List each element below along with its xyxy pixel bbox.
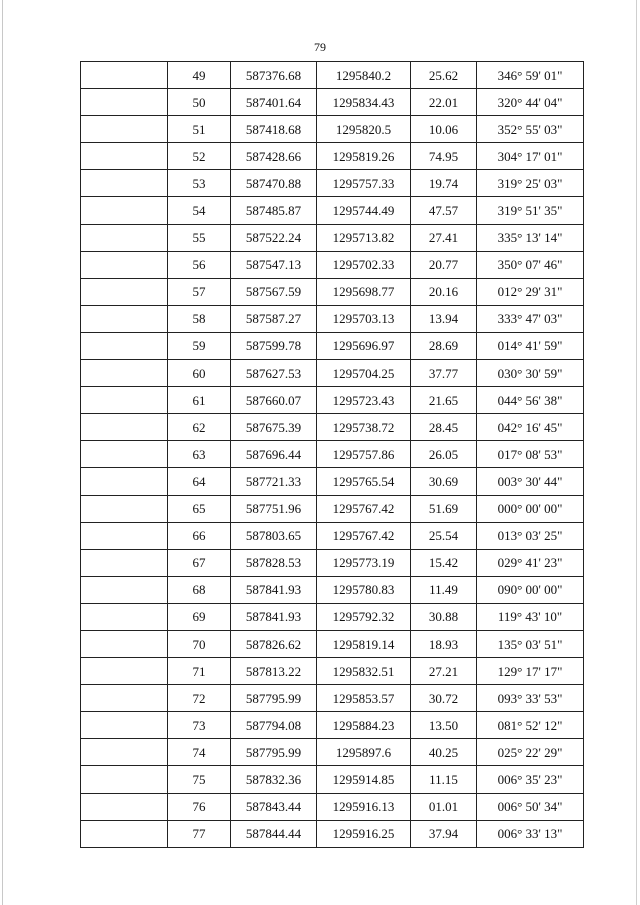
table-row (81, 441, 584, 468)
distance-cell: 28.45 (411, 414, 477, 441)
blank-cell (81, 441, 168, 468)
point-number-cell: 75 (168, 766, 231, 793)
easting-cell: 587660.07 (231, 387, 317, 414)
easting-cell: 587485.87 (231, 197, 317, 224)
easting-cell: 587599.78 (231, 332, 317, 359)
table-row (81, 89, 584, 116)
distance-cell: 13.94 (411, 305, 477, 332)
point-number-cell: 67 (168, 549, 231, 576)
easting-cell: 587721.33 (231, 468, 317, 495)
point-number-cell: 60 (168, 360, 231, 387)
table-row (81, 630, 584, 657)
distance-cell: 26.05 (411, 441, 477, 468)
easting-cell: 587522.24 (231, 224, 317, 251)
distance-cell: 27.21 (411, 658, 477, 685)
point-number-cell: 59 (168, 332, 231, 359)
distance-cell: 19.74 (411, 170, 477, 197)
point-number-cell: 74 (168, 739, 231, 766)
northing-cell: 1295757.86 (317, 441, 411, 468)
blank-cell (81, 630, 168, 657)
easting-cell: 587587.27 (231, 305, 317, 332)
distance-cell: 10.06 (411, 116, 477, 143)
bearing-cell: 304° 17' 01" (477, 143, 584, 170)
table-row (81, 170, 584, 197)
point-number-cell: 52 (168, 143, 231, 170)
northing-cell: 1295853.57 (317, 685, 411, 712)
distance-cell: 25.54 (411, 522, 477, 549)
northing-cell: 1295780.83 (317, 576, 411, 603)
bearing-cell: 135° 03' 51" (477, 630, 584, 657)
easting-cell: 587803.65 (231, 522, 317, 549)
point-number-cell: 72 (168, 685, 231, 712)
northing-cell: 1295704.25 (317, 360, 411, 387)
bearing-cell: 119° 43' 10" (477, 603, 584, 630)
bearing-cell: 352° 55' 03" (477, 116, 584, 143)
blank-cell (81, 793, 168, 820)
table-row (81, 360, 584, 387)
distance-cell: 40.25 (411, 739, 477, 766)
distance-cell: 21.65 (411, 387, 477, 414)
easting-cell: 587418.68 (231, 116, 317, 143)
table-row (81, 658, 584, 685)
point-number-cell: 57 (168, 278, 231, 305)
blank-cell (81, 522, 168, 549)
bearing-cell: 320° 44' 04" (477, 89, 584, 116)
bearing-cell: 350° 07' 46" (477, 251, 584, 278)
table-row (81, 278, 584, 305)
distance-cell: 37.77 (411, 360, 477, 387)
bearing-cell: 042° 16' 45" (477, 414, 584, 441)
distance-cell: 27.41 (411, 224, 477, 251)
northing-cell: 1295767.42 (317, 522, 411, 549)
blank-cell (81, 766, 168, 793)
distance-cell: 22.01 (411, 89, 477, 116)
easting-cell: 587567.59 (231, 278, 317, 305)
northing-cell: 1295703.13 (317, 305, 411, 332)
point-number-cell: 62 (168, 414, 231, 441)
blank-cell (81, 170, 168, 197)
distance-cell: 20.77 (411, 251, 477, 278)
bearing-cell: 333° 47' 03" (477, 305, 584, 332)
point-number-cell: 63 (168, 441, 231, 468)
table-row (81, 143, 584, 170)
point-number-cell: 61 (168, 387, 231, 414)
table-row (81, 793, 584, 820)
distance-cell: 37.94 (411, 820, 477, 847)
northing-cell: 1295702.33 (317, 251, 411, 278)
easting-cell: 587751.96 (231, 495, 317, 522)
bearing-cell: 014° 41' 59" (477, 332, 584, 359)
table-row (81, 495, 584, 522)
easting-cell: 587470.88 (231, 170, 317, 197)
blank-cell (81, 305, 168, 332)
bearing-cell: 129° 17' 17" (477, 658, 584, 685)
bearing-cell: 044° 56' 38" (477, 387, 584, 414)
northing-cell: 1295773.19 (317, 549, 411, 576)
point-number-cell: 49 (168, 62, 231, 89)
table-row (81, 685, 584, 712)
northing-cell: 1295765.54 (317, 468, 411, 495)
table-row (81, 603, 584, 630)
distance-cell: 18.93 (411, 630, 477, 657)
northing-cell: 1295713.82 (317, 224, 411, 251)
table-row (81, 197, 584, 224)
bearing-cell: 006° 50' 34" (477, 793, 584, 820)
blank-cell (81, 685, 168, 712)
point-number-cell: 56 (168, 251, 231, 278)
distance-cell: 51.69 (411, 495, 477, 522)
bearing-cell: 025° 22' 29" (477, 739, 584, 766)
point-number-cell: 53 (168, 170, 231, 197)
easting-cell: 587794.08 (231, 712, 317, 739)
point-number-cell: 68 (168, 576, 231, 603)
blank-cell (81, 387, 168, 414)
distance-cell: 13.50 (411, 712, 477, 739)
point-number-cell: 71 (168, 658, 231, 685)
distance-cell: 11.15 (411, 766, 477, 793)
bearing-cell: 090° 00' 00" (477, 576, 584, 603)
bearing-cell: 012° 29' 31" (477, 278, 584, 305)
easting-cell: 587843.44 (231, 793, 317, 820)
distance-cell: 30.88 (411, 603, 477, 630)
point-number-cell: 76 (168, 793, 231, 820)
point-number-cell: 66 (168, 522, 231, 549)
table-row (81, 522, 584, 549)
distance-cell: 01.01 (411, 793, 477, 820)
blank-cell (81, 360, 168, 387)
table-row (81, 468, 584, 495)
table-row (81, 414, 584, 441)
easting-cell: 587795.99 (231, 739, 317, 766)
page-number: 79 (314, 40, 326, 54)
bearing-cell: 319° 51' 35" (477, 197, 584, 224)
blank-cell (81, 739, 168, 766)
table-row (81, 305, 584, 332)
table-row (81, 820, 584, 847)
northing-cell: 1295914.85 (317, 766, 411, 793)
blank-cell (81, 197, 168, 224)
coordinates-table (80, 61, 584, 848)
northing-cell: 1295916.25 (317, 820, 411, 847)
table-row (81, 712, 584, 739)
point-number-cell: 73 (168, 712, 231, 739)
distance-cell: 28.69 (411, 332, 477, 359)
easting-cell: 587696.44 (231, 441, 317, 468)
distance-cell: 30.72 (411, 685, 477, 712)
easting-cell: 587401.64 (231, 89, 317, 116)
point-number-cell: 50 (168, 89, 231, 116)
blank-cell (81, 658, 168, 685)
blank-cell (81, 143, 168, 170)
easting-cell: 587428.66 (231, 143, 317, 170)
easting-cell: 587841.93 (231, 576, 317, 603)
distance-cell: 47.57 (411, 197, 477, 224)
northing-cell: 1295744.49 (317, 197, 411, 224)
scan-edge-right (636, 0, 637, 905)
easting-cell: 587813.22 (231, 658, 317, 685)
blank-cell (81, 549, 168, 576)
easting-cell: 587832.36 (231, 766, 317, 793)
blank-cell (81, 278, 168, 305)
table-row (81, 62, 584, 89)
easting-cell: 587547.13 (231, 251, 317, 278)
bearing-cell: 000° 00' 00" (477, 495, 584, 522)
easting-cell: 587376.68 (231, 62, 317, 89)
blank-cell (81, 224, 168, 251)
bearing-cell: 006° 35' 23" (477, 766, 584, 793)
table-row (81, 224, 584, 251)
easting-cell: 587844.44 (231, 820, 317, 847)
blank-cell (81, 576, 168, 603)
northing-cell: 1295832.51 (317, 658, 411, 685)
blank-cell (81, 712, 168, 739)
table-row (81, 332, 584, 359)
point-number-cell: 77 (168, 820, 231, 847)
point-number-cell: 70 (168, 630, 231, 657)
table-row (81, 549, 584, 576)
northing-cell: 1295840.2 (317, 62, 411, 89)
point-number-cell: 58 (168, 305, 231, 332)
point-number-cell: 69 (168, 603, 231, 630)
distance-cell: 11.49 (411, 576, 477, 603)
northing-cell: 1295767.42 (317, 495, 411, 522)
northing-cell: 1295723.43 (317, 387, 411, 414)
northing-cell: 1295757.33 (317, 170, 411, 197)
bearing-cell: 335° 13' 14" (477, 224, 584, 251)
point-number-cell: 51 (168, 116, 231, 143)
table-row (81, 116, 584, 143)
distance-cell: 20.16 (411, 278, 477, 305)
bearing-cell: 319° 25' 03" (477, 170, 584, 197)
northing-cell: 1295792.32 (317, 603, 411, 630)
point-number-cell: 65 (168, 495, 231, 522)
blank-cell (81, 468, 168, 495)
point-number-cell: 55 (168, 224, 231, 251)
scan-edge-left (2, 0, 3, 905)
blank-cell (81, 332, 168, 359)
northing-cell: 1295897.6 (317, 739, 411, 766)
northing-cell: 1295884.23 (317, 712, 411, 739)
easting-cell: 587828.53 (231, 549, 317, 576)
coordinates-table-body (81, 62, 584, 848)
bearing-cell: 081° 52' 12" (477, 712, 584, 739)
northing-cell: 1295698.77 (317, 278, 411, 305)
blank-cell (81, 820, 168, 847)
northing-cell: 1295738.72 (317, 414, 411, 441)
table-row (81, 576, 584, 603)
table-row (81, 766, 584, 793)
bearing-cell: 003° 30' 44" (477, 468, 584, 495)
bearing-cell: 006° 33' 13" (477, 820, 584, 847)
northing-cell: 1295819.26 (317, 143, 411, 170)
easting-cell: 587675.39 (231, 414, 317, 441)
bearing-cell: 093° 33' 53" (477, 685, 584, 712)
easting-cell: 587826.62 (231, 630, 317, 657)
northing-cell: 1295916.13 (317, 793, 411, 820)
blank-cell (81, 251, 168, 278)
bearing-cell: 346° 59' 01" (477, 62, 584, 89)
table-row (81, 739, 584, 766)
table-row (81, 387, 584, 414)
blank-cell (81, 603, 168, 630)
blank-cell (81, 414, 168, 441)
distance-cell: 30.69 (411, 468, 477, 495)
blank-cell (81, 89, 168, 116)
distance-cell: 15.42 (411, 549, 477, 576)
distance-cell: 74.95 (411, 143, 477, 170)
point-number-cell: 64 (168, 468, 231, 495)
blank-cell (81, 116, 168, 143)
distance-cell: 25.62 (411, 62, 477, 89)
easting-cell: 587627.53 (231, 360, 317, 387)
blank-cell (81, 495, 168, 522)
bearing-cell: 030° 30' 59" (477, 360, 584, 387)
bearing-cell: 017° 08' 53" (477, 441, 584, 468)
table-row (81, 251, 584, 278)
point-number-cell: 54 (168, 197, 231, 224)
easting-cell: 587841.93 (231, 603, 317, 630)
blank-cell (81, 62, 168, 89)
northing-cell: 1295819.14 (317, 630, 411, 657)
easting-cell: 587795.99 (231, 685, 317, 712)
northing-cell: 1295820.5 (317, 116, 411, 143)
northing-cell: 1295834.43 (317, 89, 411, 116)
bearing-cell: 013° 03' 25" (477, 522, 584, 549)
northing-cell: 1295696.97 (317, 332, 411, 359)
bearing-cell: 029° 41' 23" (477, 549, 584, 576)
